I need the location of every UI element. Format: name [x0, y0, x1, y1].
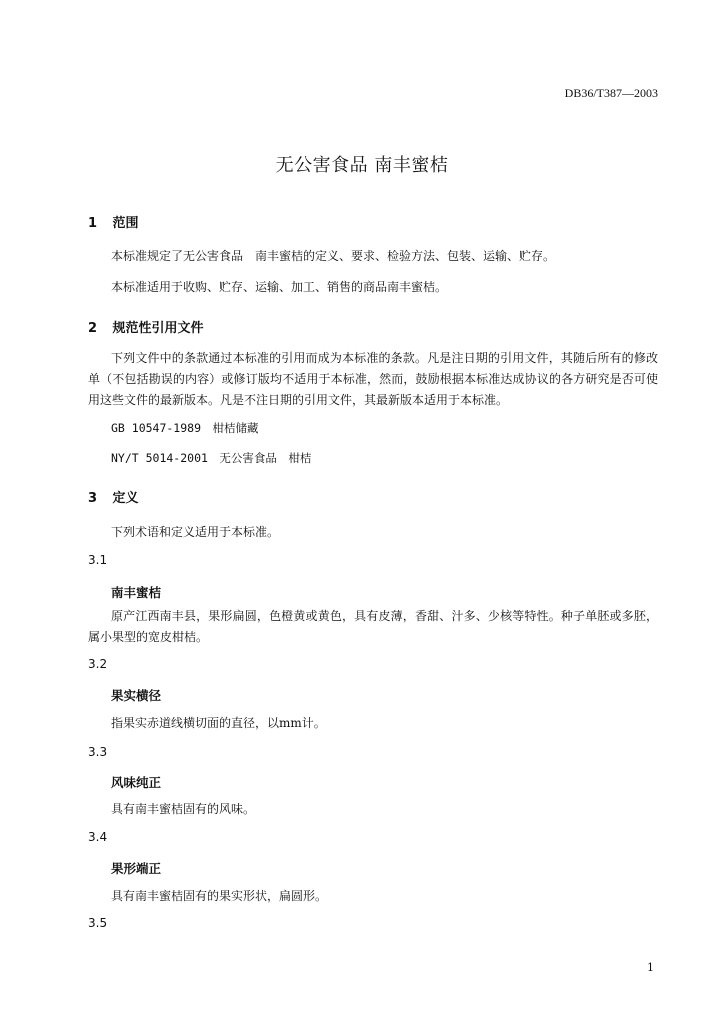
- term-definition: 原产江西南丰县，果形扁圆，色橙黄或黄色，具有皮薄，香甜、汁多、少核等特性。种子单胚或多胚，属小果型的宽皮柑桔。: [88, 609, 658, 644]
- reference-item: NY/T 5014-2001 无公害食品 柑桔: [111, 451, 312, 465]
- scope-paragraph-2: 本标准适用于收购、贮存、运输、加工、销售的商品南丰蜜桔。: [111, 280, 448, 294]
- definitions-intro: 下列术语和定义适用于本标准。: [111, 525, 280, 539]
- section-number: 2: [88, 321, 98, 336]
- section-3-heading: [88, 487, 139, 506]
- normative-references-paragraph: 下列文件中的条款通过本标准的引用而成为本标准的条款。凡是注日期的引用文件，其随后所有的修改单（不包括勘误的内容）或修订版均不适用于本标准，然而，鼓励根据本标准达成协议的各方研究是否可使用这些文件的最新版本。凡是不注日期的引用文件，其最新版本适用于本标准。: [88, 351, 658, 407]
- section-number: 1: [88, 216, 98, 231]
- term-title: 南丰蜜桔: [111, 585, 162, 600]
- section-title: 范围: [112, 216, 139, 231]
- clause-number: 3.5: [88, 916, 108, 930]
- section-title: 定义: [112, 491, 139, 506]
- document-title: 无公害食品 南丰蜜桔: [275, 155, 449, 176]
- term-definition: 指果实赤道线横切面的直径，以mm计。: [111, 716, 326, 730]
- section-title: 规范性引用文件: [112, 321, 204, 336]
- clause-number: 3.4: [88, 830, 108, 844]
- section-number: 3: [88, 491, 98, 506]
- clause-number: 3.3: [88, 745, 108, 759]
- term-definition: 具有南丰蜜桔固有的风味。: [111, 802, 256, 816]
- term-title: 果实横径: [111, 688, 162, 703]
- section-1-heading: [88, 212, 139, 231]
- scope-paragraph-1: 本标准规定了无公害食品 南丰蜜桔的定义、要求、检验方法、包装、运输、贮存。: [111, 249, 556, 263]
- clause-number: 3.2: [88, 657, 108, 671]
- page-number: 1: [647, 961, 654, 974]
- standard-code: DB36/T387—2003: [564, 86, 658, 100]
- term-title: 风味纯正: [111, 775, 162, 790]
- clause-number: 3.1: [88, 553, 108, 567]
- section-2-heading: [88, 317, 204, 336]
- reference-item: GB 10547-1989 柑桔储藏: [111, 421, 259, 435]
- term-definition: 具有南丰蜜桔固有的果实形状，扁圆形。: [111, 889, 328, 903]
- term-title: 果形端正: [111, 861, 162, 876]
